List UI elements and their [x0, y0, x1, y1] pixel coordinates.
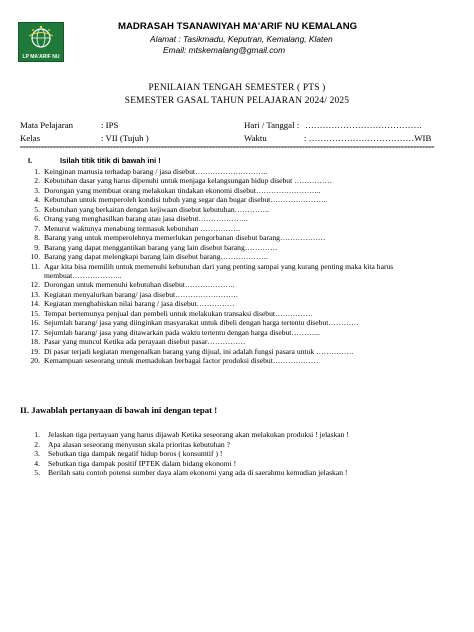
question-text: Barang yang untuk memperolehnya memerlukan pengorbanan disebut barang……………… [44, 233, 326, 243]
question-number: 9. [34, 242, 40, 252]
exam-subtitle: SEMESTER GASAL TAHUN PELAJARAN 2024/ 2025 [124, 96, 350, 106]
question-text: Sejumlah barang/ jasa yang diinginkan masyarakat untuk dibeli dengan harga tertentu disebut………… [44, 318, 359, 328]
school-address: Alamat : Tasikmadu, Keputran, Kemalang, Klaten [150, 34, 333, 44]
question-number: 1. [34, 167, 40, 176]
question-number: 15. [30, 308, 40, 318]
short-answer-item [20, 176, 465, 185]
question-text: Di pasar terjadi kegiatan mengenalkan barang yang dijual, ini adalah fungsi pasara untuk …………… [44, 346, 354, 356]
essay-question-item [20, 459, 465, 469]
short-answer-item [20, 337, 465, 346]
short-answer-item [20, 262, 465, 281]
short-answer-item [20, 318, 465, 327]
question-text: Kebutuhan dasar yang harus dipenuhi untuk menjaga kelangsungan hidup disebut …………… [44, 176, 333, 186]
section-1-number: I. [28, 156, 33, 165]
question-text: Dorongan untuk memenuhi kebutuhan disebut……………….. [44, 280, 235, 290]
short-answer-item [20, 309, 465, 318]
question-number: 17. [30, 327, 40, 337]
question-text: Sejumlah barang/ jasa yang ditawarkan pada waktu tertentu dengan harga disebut………... [44, 327, 320, 337]
short-answer-item [20, 233, 465, 242]
question-text: Kemampuan seseorang untuk memadukan berbagai factor produksi disebut……………… [44, 356, 319, 366]
separator-line: ========================================================================================================================================== [20, 145, 435, 151]
question-number: 5. [34, 468, 40, 478]
question-number: 2. [34, 176, 40, 186]
question-text: Pasar yang muncul Ketika ada perayaan disebut pasar…………… [44, 337, 246, 347]
question-number: 3. [34, 185, 40, 195]
question-number: 5. [34, 204, 40, 214]
question-text: Kegiatan menghabiskan nilai barang / jasa disebut…………… [44, 299, 235, 309]
logo-text: LP MA'ARIF NU [22, 54, 60, 60]
question-number: 13. [30, 289, 40, 299]
short-answer-item [20, 224, 465, 233]
subject-label: Mata Pelajaran [20, 120, 74, 130]
essay-question-item [20, 440, 465, 450]
question-number: 3. [34, 449, 40, 459]
question-text: Menurut waktunya menabung termasuk kebutuhan ……………. [44, 223, 241, 233]
question-text: Berilah satu contoh potensi sumber daya alam ekonomi yang ada di saerahmu kemudian jelaskan ! [48, 468, 348, 478]
question-text: Kebutuhan yang berkaitan dengan kejiwaan disebut kebutuhan………….. [44, 204, 269, 214]
short-answer-item [20, 280, 465, 289]
short-answer-item [20, 299, 465, 308]
question-text: Kebutuhan untuk memperoleh kondisi tubuh yang segar dan bugar disebut………………….. [44, 195, 328, 205]
question-text: Kegiatan menyalurkan barang/ jasa disebut……………………. [44, 289, 238, 299]
essay-question-item [20, 468, 465, 478]
question-number: 8. [34, 233, 40, 243]
essay-question-item [20, 449, 465, 459]
date-label: Hari / Tanggal : [244, 120, 300, 130]
question-number: 2. [34, 439, 40, 449]
question-number: 18. [30, 337, 40, 347]
question-number: 11. [30, 261, 40, 271]
question-text: Orang yang menghasilkan barang atau jasa disebut……………….. [44, 214, 248, 224]
school-name: MADRASAH TSANAWIYAH MA'ARIF NU KEMALANG [118, 21, 358, 32]
class-value: : VII (Tujuh ) [101, 133, 149, 143]
date-value: …………………………………. [305, 120, 422, 130]
question-text: Sebutkan tiga dampak negatif hidup boros ( konsumtif ) ! [48, 449, 223, 459]
question-number: 7. [34, 223, 40, 233]
question-number: 10. [30, 252, 40, 262]
question-text: Barang yang dapat melengkapi barang lain disebut barang………………. [44, 252, 268, 262]
short-answer-item [20, 195, 465, 204]
section-1-title: Isilah titik titik di bawah ini ! [60, 156, 161, 165]
question-number: 12. [30, 280, 40, 290]
short-answer-list [20, 167, 465, 366]
short-answer-item [20, 167, 465, 176]
short-answer-item [20, 347, 465, 356]
question-number: 20. [30, 356, 40, 366]
short-answer-item [20, 243, 465, 252]
section-2-title: II. Jawablah pertanyaan di bawah ini dengan tepat ! [20, 405, 218, 415]
subject-value: : IPS [101, 120, 119, 130]
question-text: Jelaskan tiga pertayaan yang harus dijawab Ketika seseorang akan melakukan produksi ! jelaskan ! [48, 430, 349, 439]
question-number: 6. [34, 214, 40, 224]
question-text: Keinginan manusia terhadap barang / jasa disebut……………………….. [44, 167, 268, 176]
short-answer-item [20, 252, 465, 261]
short-answer-item [20, 214, 465, 223]
time-value: : ………………………………WIB [304, 133, 432, 143]
question-text: Apa alasan seseorang menyusun skala prioritas kebutuhan ? [48, 439, 230, 449]
essay-question-list [20, 430, 465, 478]
question-number: 19. [30, 346, 40, 356]
question-text: Agar kita bisa memilih untuk memenuhi kebutuhan dari yang penting sampai yang kurang penting maka kita harus membuat……………….. [44, 261, 394, 280]
class-label: Kelas [20, 133, 41, 143]
exam-title: PENILAIAN TENGAH SEMESTER ( PTS ) [148, 83, 326, 93]
question-number: 4. [34, 458, 40, 468]
question-text: Tempat bertemunya penjual dan pembeli untuk melakukan transaksi disebut…………… [44, 308, 313, 318]
question-number: 14. [30, 299, 40, 309]
essay-question-item [20, 430, 465, 440]
question-number: 1. [34, 430, 40, 439]
school-email: Email: mtskemalang@gmail.com [163, 45, 286, 55]
short-answer-item [20, 186, 465, 195]
question-text: Barang yang dapat menggantikan barang yang lain disebut barang…………. [44, 242, 278, 252]
time-label: Waktu [244, 133, 267, 143]
short-answer-item [20, 290, 465, 299]
short-answer-item [20, 356, 465, 365]
question-number: 16. [30, 318, 40, 328]
question-number: 4. [34, 195, 40, 205]
question-text: Sebutkan tiga dampak positif IPTEK dalam bidang ekonomi ! [48, 458, 237, 468]
short-answer-item [20, 205, 465, 214]
short-answer-item [20, 328, 465, 337]
nu-emblem-logo [18, 22, 64, 62]
question-text: Dorongan yang membuat orang melakukan tindakan ekonomi disebut…………………….. [44, 185, 321, 195]
